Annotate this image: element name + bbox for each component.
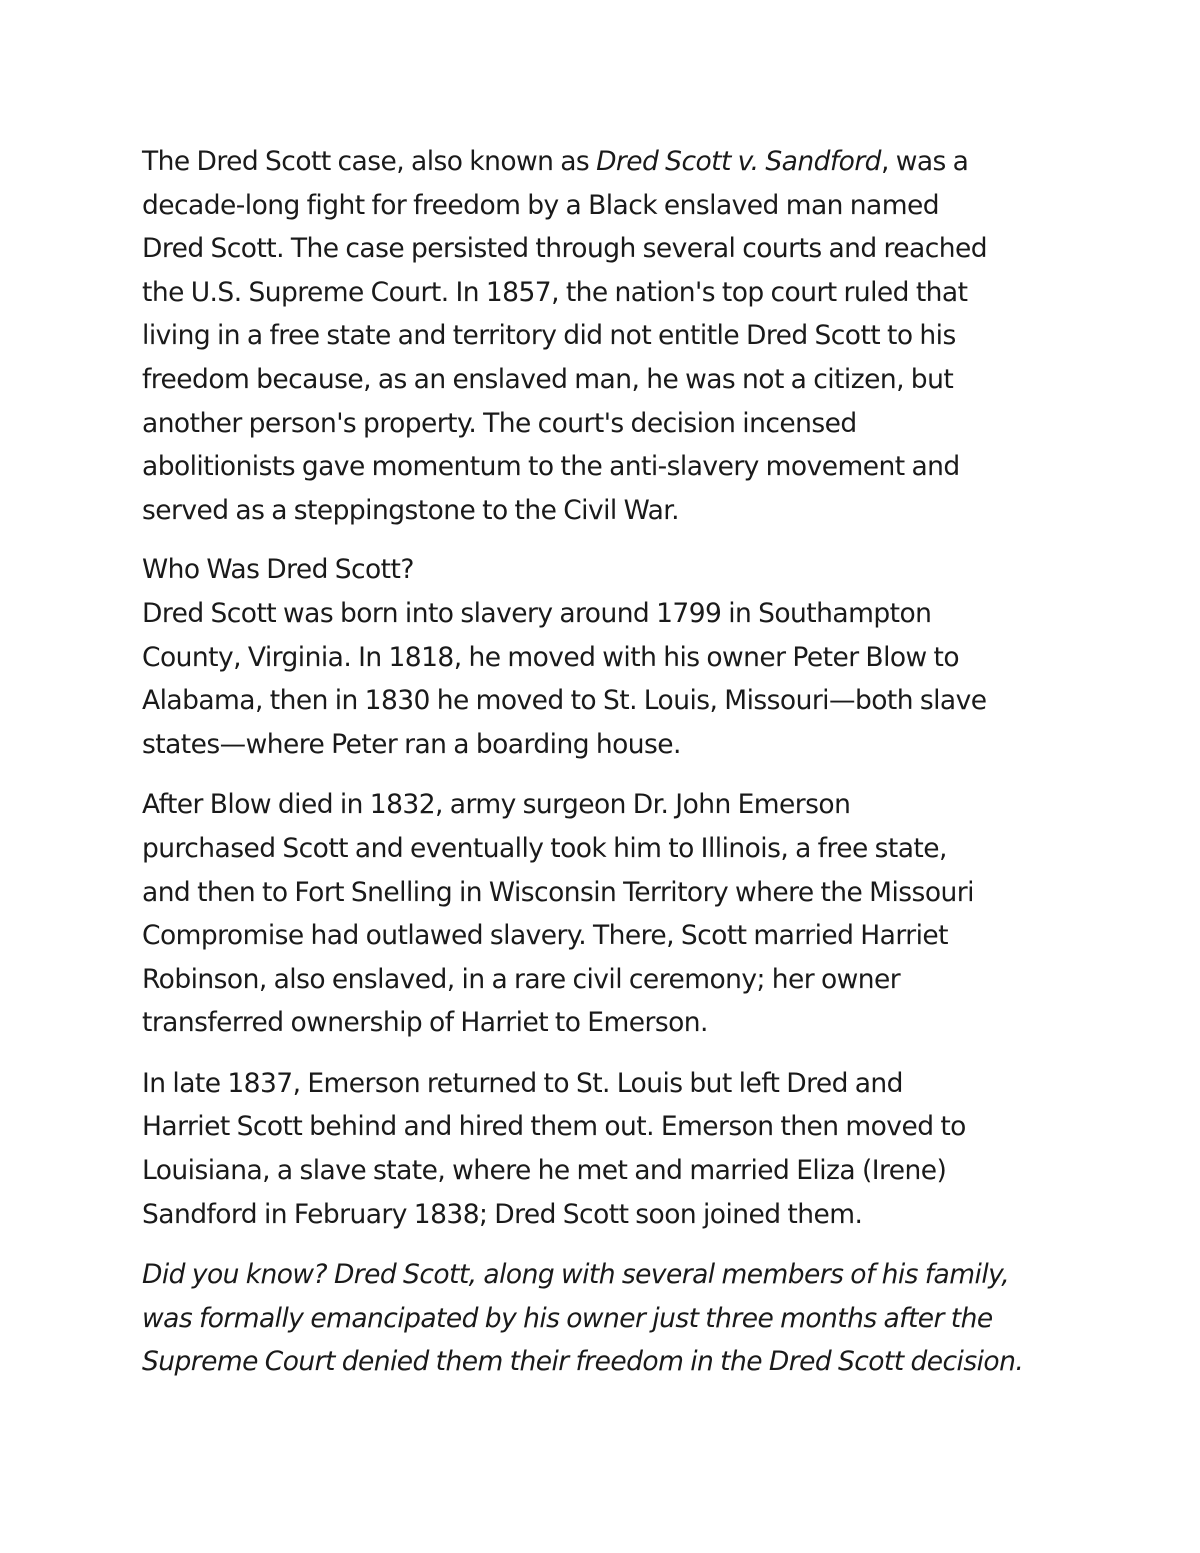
section-heading: Who Was Dred Scott?	[142, 554, 414, 586]
case-name-italic: Dred Scott v. Sandford	[596, 146, 881, 177]
text-line: decade-long fight for freedom by a Black enslaved man named	[142, 189, 939, 221]
text-line: served as a steppingstone to the Civil War.	[142, 494, 680, 526]
text-line: After Blow died in 1832, army surgeon Dr. John Emerson	[142, 789, 851, 821]
louisiana-paragraph	[142, 1062, 1060, 1236]
did-you-know-callout	[142, 1253, 1060, 1384]
text-line: was formally emancipated by his owner just three months after the	[142, 1302, 993, 1334]
biography-paragraph	[142, 592, 1060, 766]
emerson-paragraph	[142, 783, 1060, 1045]
text-line: another person's property. The court's decision incensed	[142, 407, 857, 439]
text-line	[142, 140, 1060, 184]
text-line: Alabama, then in 1830 he moved to St. Louis, Missouri—both slave	[142, 685, 987, 717]
text-run: , was a	[880, 146, 969, 177]
text-line: Did you know? Dred Scott, along with several members of his family,	[142, 1259, 1010, 1291]
text-line: living in a free state and territory did not entitle Dred Scott to his	[142, 320, 956, 352]
text-line: and then to Fort Snelling in Wisconsin Territory where the Missouri	[142, 876, 974, 908]
text-line: abolitionists gave momentum to the anti-slavery movement and	[142, 451, 960, 483]
document-body	[142, 140, 1060, 1384]
text-line: Robinson, also enslaved, in a rare civil ceremony; her owner	[142, 963, 901, 995]
text-line: Sandford in February 1838; Dred Scott soon joined them.	[142, 1198, 863, 1230]
text-line: County, Virginia. In 1818, he moved with his owner Peter Blow to	[142, 641, 960, 673]
text-line: states—where Peter ran a boarding house.	[142, 728, 681, 760]
text-line: Dred Scott. The case persisted through several courts and reached	[142, 233, 988, 265]
text-line: Harriet Scott behind and hired them out. Emerson then moved to	[142, 1111, 966, 1143]
text-line: Louisiana, a slave state, where he met and married Eliza (Irene)	[142, 1155, 947, 1187]
text-line: Compromise had outlawed slavery. There, Scott married Harriet	[142, 920, 948, 952]
intro-paragraph	[142, 140, 1060, 532]
text-run: The Dred Scott case, also known as	[142, 146, 597, 177]
text-line: Dred Scott was born into slavery around 1799 in Southampton	[142, 597, 932, 629]
text-line: the U.S. Supreme Court. In 1857, the nation's top court ruled that	[142, 276, 968, 308]
text-line: transferred ownership of Harriet to Emerson.	[142, 1007, 708, 1039]
text-line: Supreme Court denied them their freedom in the Dred Scott decision.	[142, 1346, 1024, 1378]
text-line: In late 1837, Emerson returned to St. Louis but left Dred and	[142, 1067, 903, 1099]
text-line: freedom because, as an enslaved man, he was not a citizen, but	[142, 363, 954, 395]
text-line: purchased Scott and eventually took him to Illinois, a free state,	[142, 832, 947, 864]
